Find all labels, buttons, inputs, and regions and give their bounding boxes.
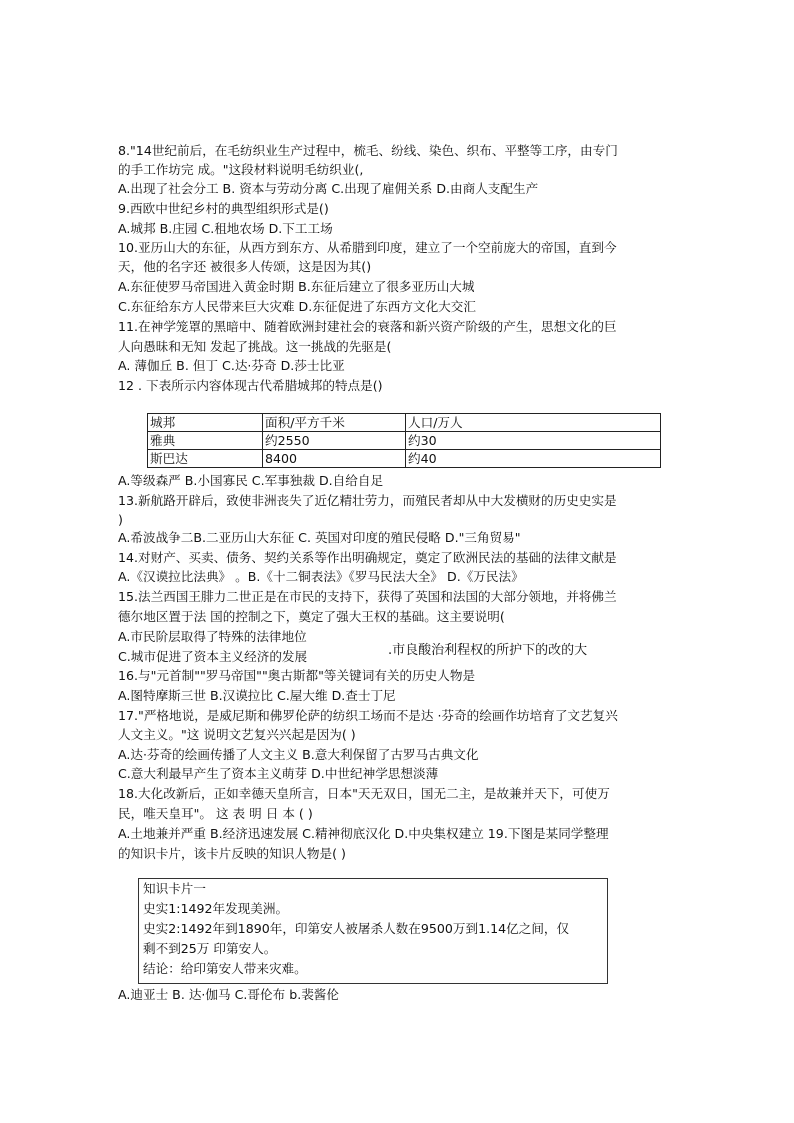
q10-options-ab: A.东征使罗马帝国进入黄金时期 B.东征后建立了很多亚历山大城 <box>118 279 475 294</box>
table-header-row <box>148 414 661 432</box>
q14-stem: 14.对财产、买卖、债务、契约关系等作出明确规定，奠定了欧洲民法的基础的法律文献是 <box>118 550 617 565</box>
table-cell: 约2550 <box>263 432 406 450</box>
q15-overlap-text: .市良酸治利程权的所护下的改的大 <box>388 643 588 658</box>
q17-stem-line2: 人文主义。"这 说明文艺复兴兴起是因为( ) <box>118 727 356 742</box>
q9-options: A.城邦 B.庄园 C.租地农场 D.下工工场 <box>118 221 333 236</box>
card-fact2-line2: 剩不到25万 印第安人。 <box>143 941 277 956</box>
table-header-cell: 人口/万人 <box>406 414 661 432</box>
q11-stem-line1: 11.在神学笼罩的黑暗中、随着欧洲封建社会的衰落和新兴资产阶级的产生，思想文化的巨 <box>118 319 617 334</box>
card-title: 知识卡片一 <box>143 881 206 896</box>
table-header-cell: 面积/平方千米 <box>263 414 406 432</box>
q19-stem-line2: 的知识卡片，该卡片反映的知识人物是( ) <box>118 846 346 861</box>
q10-stem-line2: 天，他的名字还 被很多人传颂，这是因为其() <box>118 259 372 274</box>
city-state-table <box>147 413 661 468</box>
q10-options-cd: C.东征给东方人民带来巨大灾难 D.东征促进了东西方文化大交汇 <box>118 299 476 314</box>
q17-stem-line1: 17."严格地说，是威尼斯和佛罗伦萨的纺织工场而不是达 ·芬奇的绘画作坊培育了文艺复兴 <box>118 708 618 723</box>
table-cell: 约40 <box>406 450 661 468</box>
q10-stem-line1: 10.亚历山大的东征，从西方到东方、从希腊到印度，建立了一个空前庞大的帝国，直到今 <box>118 240 617 255</box>
q18-stem-line1: 18.大化改新后，正如幸德天皇所言，日本"天无双日，国无二主，是故兼并天下，可使万 <box>118 786 610 801</box>
q12-stem: 12 . 下表所示内容体现古代希腊城邦的特点是() <box>118 378 383 393</box>
table-cell: 雅典 <box>148 432 263 450</box>
q11-stem-line2: 人向愚昧和无知 发起了挑战。这一挑战的先驱是( <box>118 339 392 354</box>
q12-options: A.等级森严 B.小国寡民 C.军事独裁 D.自给自足 <box>118 473 384 488</box>
q9-stem: 9.西欧中世纪乡村的典型组织形式是() <box>118 201 329 216</box>
q17-options-ab: A.达·芬奇的绘画传播了人文主义 B.意大利保留了古罗马古典文化 <box>118 747 479 762</box>
table-cell: 8400 <box>263 450 406 468</box>
q16-options: A.图特摩斯三世 B.汉谟拉比 C.屋大维 D.查士丁尼 <box>118 688 396 703</box>
card-fact1: 史实1:1492年发现美洲。 <box>143 901 289 916</box>
q19-options: A.迪亚士 B. 达·伽马 C.哥伦布 b.裴酱伦 <box>118 987 339 1002</box>
q14-options: A.《汉谟拉比法典》 。B.《十二铜表法》《罗马民法大全》 D.《万民法》 <box>118 569 524 584</box>
table-cell: 约30 <box>406 432 661 450</box>
table-row <box>148 432 661 450</box>
q13-stem-line1: 13.新航路开辟后，致使非洲丧失了近亿精壮劳力，而殖民者却从中大发横财的历史史实是 <box>118 493 617 508</box>
knowledge-card <box>138 878 608 984</box>
q18-stem-line2: 民，唯天皇耳"。 这 表 明 日 本 ( ) <box>118 806 313 821</box>
card-fact2-line1: 史实2:1492年到1890年，印第安人被屠杀人数在9500万到1.14亿之间，仅 <box>143 921 570 936</box>
q15-stem-line2: 德尔地区置于法 国的控制之下，奠定了强大王权的基础。这主要说明( <box>118 609 505 624</box>
q11-options: A. 薄伽丘 B. 但丁 C.达·芬奇 D.莎士比亚 <box>118 358 345 373</box>
q13-options: A.希波战争二B.二亚历山大东征 C. 英国对印度的殖民侵略 D."三角贸易" <box>118 530 521 545</box>
q15-option-a: A.市民阶层取得了特殊的法律地位 <box>118 629 307 644</box>
q8-stem-line2: 的手工作坊完 成。"这段材料说明毛纺织业(, <box>118 162 364 177</box>
q15-option-c: C.城市促进了资本主义经济的发展 <box>118 649 308 664</box>
table-header-cell: 城邦 <box>148 414 263 432</box>
table-row <box>148 450 661 468</box>
q15-stem-line1: 15.法兰西国王腓力二世正是在市民的支持下，获得了英国和法国的大部分领地，并将佛兰 <box>118 589 617 604</box>
q17-options-cd: C.意大利最早产生了资本主义萌芽 D.中世纪神学思想淡薄 <box>118 766 439 781</box>
q8-options: A.出现了社会分工 B. 资本与劳动分离 C.出现了雇佣关系 D.由商人支配生产 <box>118 181 539 196</box>
q18-options-q19-stem: A.土地兼并严重 B.经济迅速发展 C.精神彻底汉化 D.中央集权建立 19.下图是某同学整理 <box>118 826 609 841</box>
q8-stem-line1: 8."14世纪前后，在毛纺织业生产过程中，梳毛、纷线、染色、织布、平整等工序，由专门 <box>118 143 618 158</box>
q13-stem-line2: ) <box>118 512 123 527</box>
table-cell: 斯巴达 <box>148 450 263 468</box>
card-conclusion: 结论：给印第安人带来灾难。 <box>143 961 307 976</box>
q16-stem: 16.与"元首制""罗马帝国""奥古斯都"等关键词有关的历史人物是 <box>118 668 476 683</box>
